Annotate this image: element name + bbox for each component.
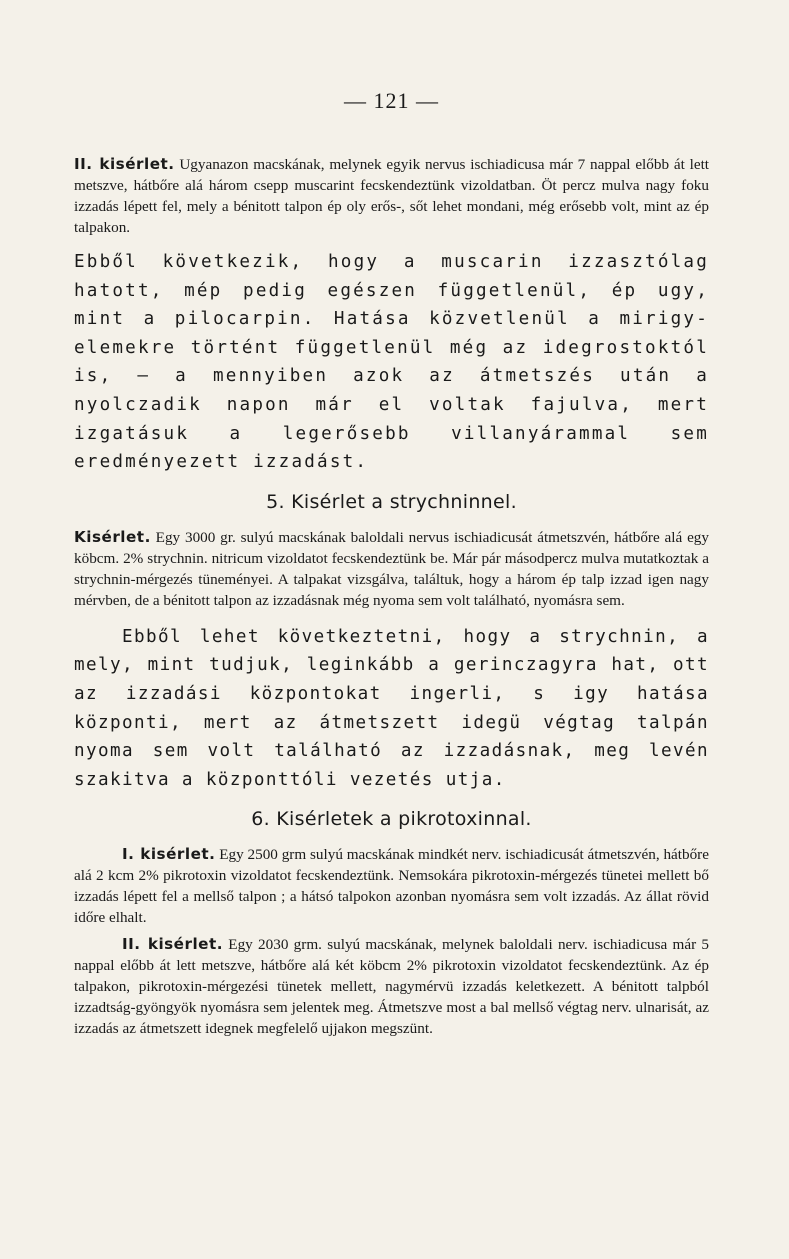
section-heading-pikrotoxin: 6. Kisérletek a pikrotoxinnal. xyxy=(251,808,532,831)
experiment-label: Kisérlet. xyxy=(74,527,151,546)
paragraph-conclusion-strychnin: Ebből lehet következtetni, hogy a strychnin, a mely, mint tudjuk, leginkább a gerinczagyra hat, ott az izzadási központokat ingerli, s igy hatása központi, mert az átmetszett idegü végtag talpán nyoma sem volt található az izzadásnak, meg levén szakitva a központtóli vezetés utja. xyxy=(74,626,709,790)
paragraph-experiment-1-pikrotoxin xyxy=(74,844,709,928)
experiment-label: II. kisérlet. xyxy=(74,155,175,173)
paragraph-conclusion-muscarin: Ebből következik, hogy a muscarin izzasztólag hatott, mép pedig egészen függetlenül, ép ugy, mint a pilocarpin. Hatása közvetlenül a mirigy-elemekre történt függetlenül még az idegrostoktól is, — a mennyiben azok az átmetszés után a nyolczadik napon már el voltak fajulva, mert izgatásuk a legerősebb villanyárammal sem eredményezett izzadást. xyxy=(74,252,709,473)
page-number: — 121 — xyxy=(344,88,439,113)
experiment-label: II. kisérlet. xyxy=(122,935,224,954)
paragraph-experiment-2-pikrotoxin xyxy=(74,934,709,1039)
paragraph-text: Egy 2030 grm. sulyú macskának, melynek baloldali nerv. ischiadicusa már 5 nappal előbb át lett metszve, hátbőre alá két köbcm 2% pikrotoxin vizoldatot fecskendeztünk. Az ép talpakon, pikrotoxin-mérgezési tünetek mellett, nagymérvü izzadás keletkezett. A bénitott talpból izzadtság-gyöngyök nyomásra sem jelentek meg. Átmetszve most a bal mellső végtag nerv. ulnarisát, az izzadás az átmetszett idegnek megfelelő ujjakon megszünt. xyxy=(74,936,709,1038)
section-heading-strychnin: 5. Kisérlet a strychninnel. xyxy=(266,490,517,513)
experiment-label: I. kisérlet. xyxy=(122,845,216,864)
paragraph-experiment-2-muscarin xyxy=(74,154,709,238)
paragraph-text: Egy 3000 gr. sulyú macskának baloldali nervus ischiadicusát átmetszvén, hátbőre alá egy köbcm. 2% strychnin. nitricum vizoldatot fecskendeztünk be. Már pár másodpercz mulva mutatkoztak a strychnin-mérgezés tüneményei. A talpakat vizsgálva, találtuk, hogy a három ép talp izzad igen nagy mérvben, de a bénitott talpon az izzadásnak még nyoma sem volt található, nyomásra sem. xyxy=(74,528,709,609)
paragraph-experiment-strychnin xyxy=(74,527,709,611)
paragraph-text: Egy 2500 grm sulyú macskának mindkét nerv. ischiadicusát átmetszvén, hátbőre alá 2 kcm 2% pikrotoxin vizoldatot fecskendeztünk. Nemsokára pikrotoxin-mérgezés tünetei mellett bő izzadás lépett fel a mellső talpon ; a hátsó talpokon azonban nyomásra sem volt izzadás. Az állat rövid időre elhalt. xyxy=(74,846,709,927)
paragraph-text: Ugyanazon macskának, melynek egyik nervus ischiadicusa már 7 nappal előbb át lett metszve, hátbőre alá három csepp muscarint fecskendeztünk vizoldatban. Öt percz mulva nagy foku izzadás lépett fel, mely a bénitott talpon ép oly erős-, sőt lehet mondani, még erősebb volt, mint az ép talpakon. xyxy=(74,156,710,236)
